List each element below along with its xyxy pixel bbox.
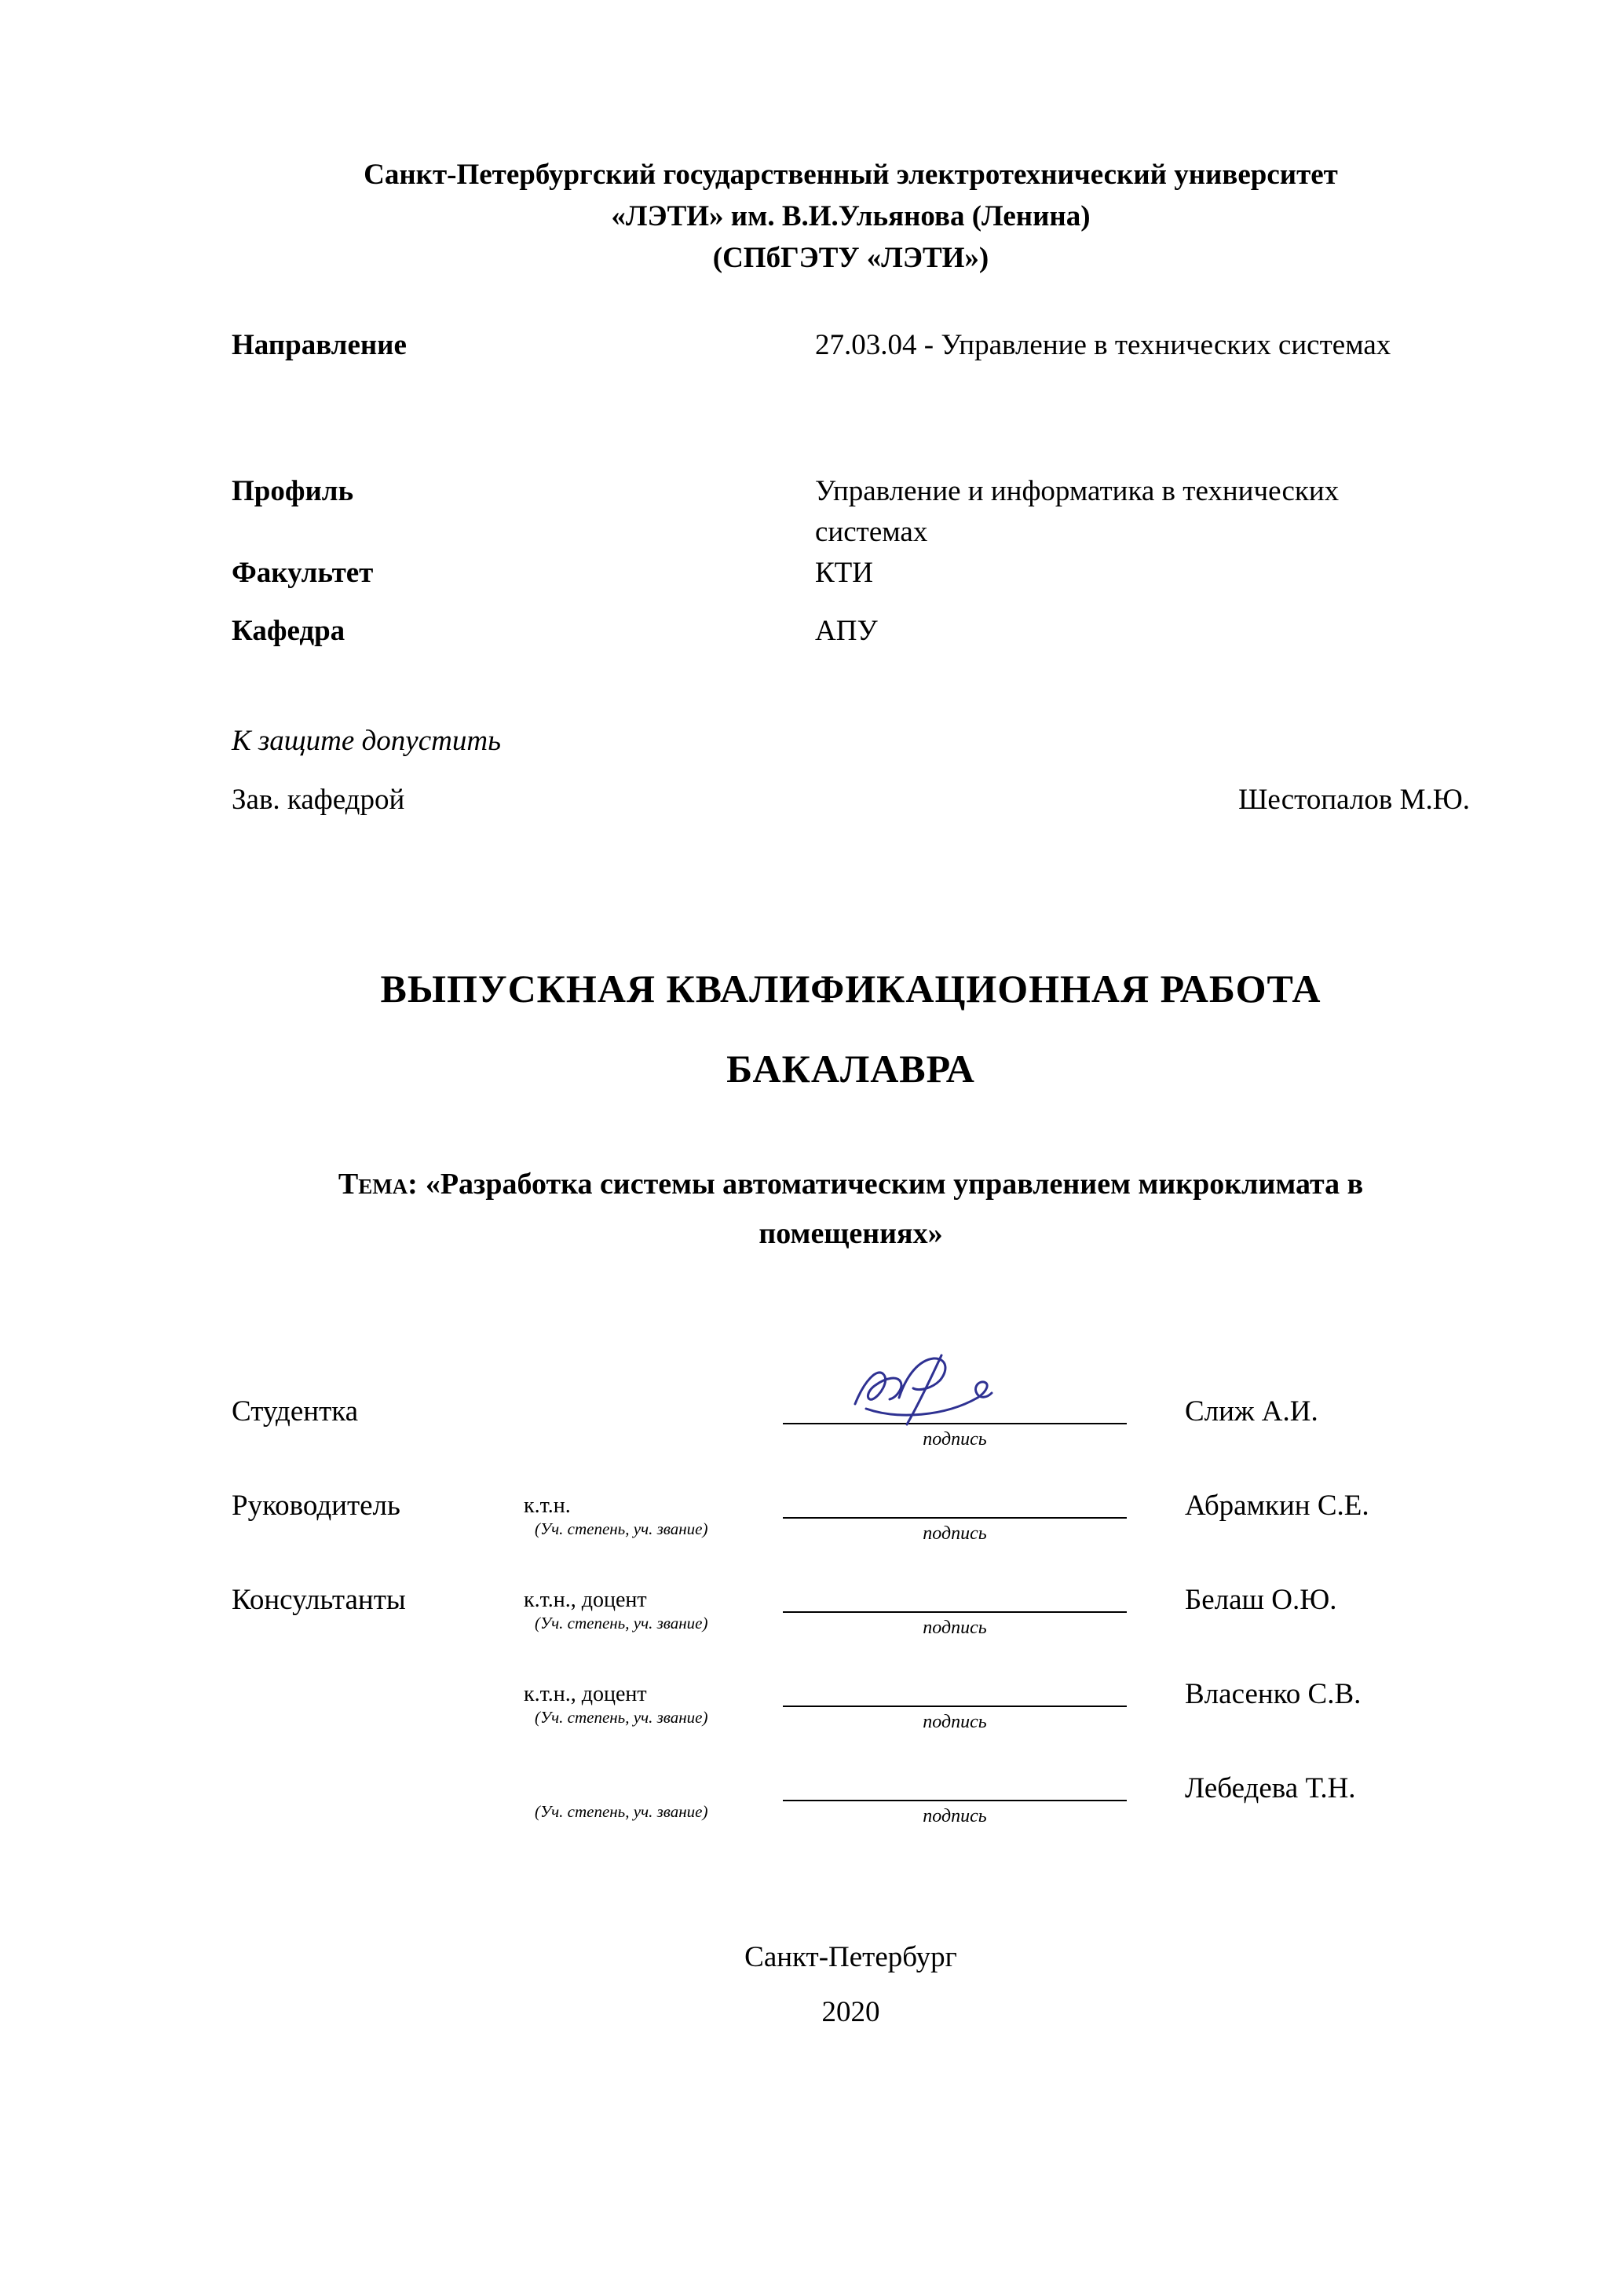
degree-note: (Уч. степень, уч. звание) bbox=[535, 1614, 708, 1632]
signature-line bbox=[783, 1771, 1127, 1801]
footer-year: 2020 bbox=[821, 1996, 880, 2028]
degree-cell bbox=[524, 1771, 783, 1822]
degree-label bbox=[524, 1776, 783, 1801]
approval-block bbox=[232, 721, 1470, 821]
signature-cell bbox=[783, 1395, 1127, 1451]
degree-cell bbox=[524, 1489, 783, 1539]
person-name: Лебедева Т.Н. bbox=[1185, 1772, 1356, 1804]
person-name: Абрамкин С.Е. bbox=[1185, 1490, 1369, 1522]
university-header bbox=[232, 154, 1470, 279]
signature-cell bbox=[783, 1583, 1127, 1640]
department-head-name: Шестопалов М.Ю. bbox=[1238, 784, 1470, 816]
department-label: Кафедра bbox=[232, 615, 345, 647]
degree-label: к.т.н., доцент bbox=[524, 1588, 647, 1612]
direction-label: Направление bbox=[232, 329, 407, 361]
signature-row-supervisor bbox=[232, 1489, 1470, 1545]
program-fields bbox=[232, 325, 1470, 652]
permit-line: К защите допустить bbox=[232, 725, 501, 757]
document-title-line1: ВЫПУСКНАЯ КВАЛИФИКАЦИОННАЯ РАБОТА bbox=[380, 967, 1321, 1011]
person-name: Слиж А.И. bbox=[1185, 1395, 1318, 1428]
direction-value: 27.03.04 - Управление в технических системах bbox=[815, 329, 1391, 361]
field-row-profile bbox=[232, 471, 1470, 553]
signature-line bbox=[783, 1677, 1127, 1707]
faculty-label: Факультет bbox=[232, 557, 374, 589]
degree-note: (Уч. степень, уч. звание) bbox=[535, 1708, 708, 1727]
faculty-value: КТИ bbox=[815, 557, 873, 589]
field-row-direction bbox=[232, 325, 1470, 366]
degree-cell bbox=[524, 1395, 783, 1424]
department-head-row bbox=[232, 780, 1470, 821]
degree-label: к.т.н., доцент bbox=[524, 1682, 647, 1706]
footer-city: Санкт-Петербург bbox=[744, 1941, 957, 1973]
field-row-department bbox=[232, 611, 1470, 652]
role-label: Консультанты bbox=[232, 1584, 406, 1616]
signature-line bbox=[783, 1489, 1127, 1519]
signature-line bbox=[783, 1583, 1127, 1613]
university-name-line3: (СПбГЭТУ «ЛЭТИ») bbox=[712, 242, 989, 274]
department-head-label: Зав. кафедрой bbox=[232, 784, 405, 816]
signature-row-consultant-2 bbox=[232, 1677, 1470, 1734]
degree-cell bbox=[524, 1677, 783, 1727]
role-label: Руководитель bbox=[232, 1490, 400, 1522]
theme-text: «Разработка системы автоматическим управлением микроклимата в помещениях» bbox=[425, 1168, 1364, 1250]
degree-label bbox=[524, 1399, 783, 1424]
signature-note: подпись bbox=[923, 1806, 987, 1826]
signature-note: подпись bbox=[923, 1429, 987, 1450]
university-name-line2: «ЛЭТИ» им. В.И.Ульянова (Ленина) bbox=[611, 200, 1091, 232]
signature-row-student bbox=[232, 1395, 1470, 1451]
person-name: Власенко С.В. bbox=[1185, 1678, 1362, 1710]
student-signature bbox=[838, 1351, 1026, 1437]
profile-label: Профиль bbox=[232, 475, 354, 507]
field-row-faculty bbox=[232, 553, 1470, 594]
signature-note: подпись bbox=[923, 1712, 987, 1732]
footer bbox=[232, 1937, 1470, 2033]
degree-label: к.т.н. bbox=[524, 1493, 571, 1518]
degree-note: (Уч. степень, уч. звание) bbox=[535, 1802, 708, 1821]
signature-row-consultant-1 bbox=[232, 1583, 1470, 1640]
signature-note: подпись bbox=[923, 1523, 987, 1544]
department-value: АПУ bbox=[815, 615, 878, 647]
signature-row-consultant-3 bbox=[232, 1771, 1470, 1828]
theme-label: Тема: bbox=[338, 1168, 418, 1201]
degree-note: (Уч. степень, уч. звание) bbox=[535, 1519, 708, 1538]
signatures-block bbox=[232, 1395, 1470, 1828]
signature-ink bbox=[855, 1355, 992, 1424]
signature-note: подпись bbox=[923, 1618, 987, 1638]
profile-value: Управление и информатика в технических системах bbox=[815, 475, 1340, 548]
document-title-line2: БАКАЛАВРА bbox=[726, 1047, 975, 1091]
thesis-theme bbox=[266, 1160, 1436, 1259]
signature-cell bbox=[783, 1677, 1127, 1734]
document-title bbox=[232, 949, 1470, 1109]
signature-cell bbox=[783, 1771, 1127, 1828]
university-name-line1: Санкт-Петербургский государственный электротехнический университет bbox=[364, 159, 1338, 191]
role-label: Студентка bbox=[232, 1395, 359, 1428]
signature-cell bbox=[783, 1489, 1127, 1545]
degree-cell bbox=[524, 1583, 783, 1633]
person-name: Белаш О.Ю. bbox=[1185, 1584, 1337, 1616]
